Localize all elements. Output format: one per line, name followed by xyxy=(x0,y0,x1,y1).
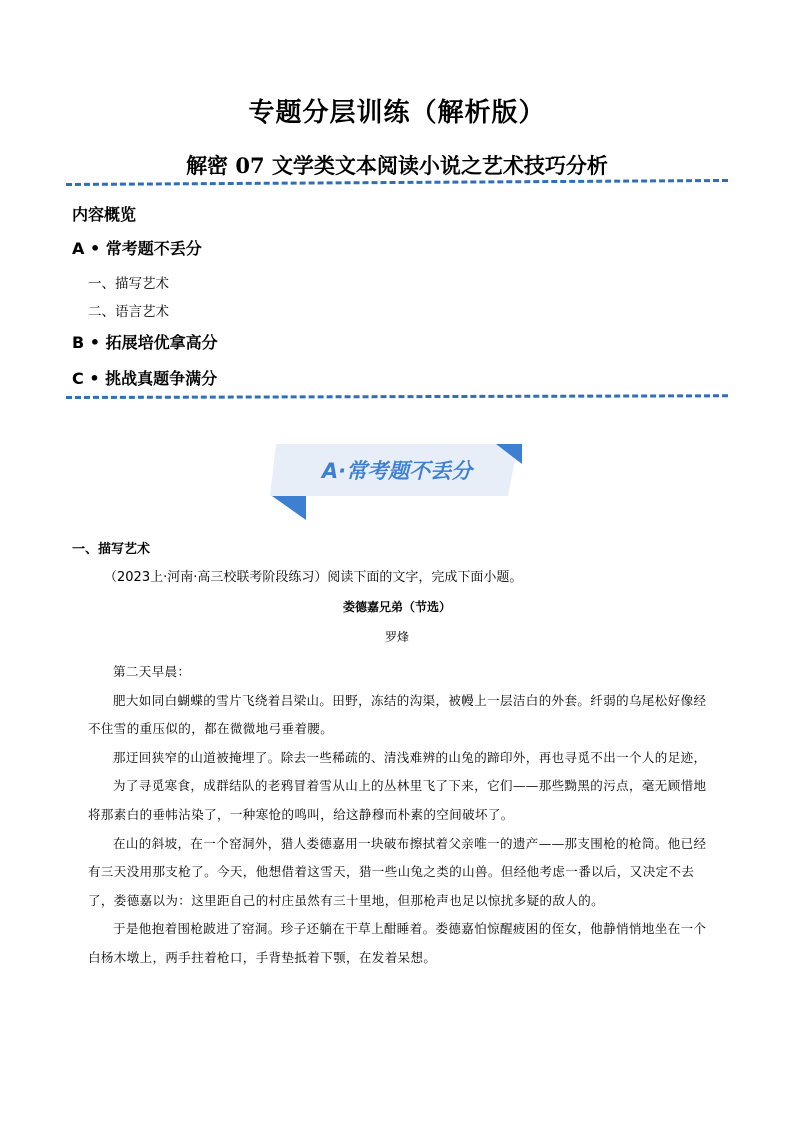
story-paragraph: 肥大如同白蝴蝶的雪片飞绕着吕梁山。田野，冻结的沟渠，被幔上一层洁白的外套。纤弱的乌尾松好像经不住雪的重压似的，都在微微地弓垂着腰。 xyxy=(88,692,707,737)
story-paragraph: 那迂回狭窄的山道被掩埋了。除去一些稀疏的、清浅难辨的山兔的蹄印外，再也寻觅不出一个人的足迹， xyxy=(113,749,707,765)
overview-item-2: 二、语言艺术 xyxy=(88,304,169,320)
story-title: 娄德嘉兄弟（节选） xyxy=(342,600,451,614)
story-body xyxy=(88,658,718,973)
story-paragraph: 第二天早晨： xyxy=(113,664,191,679)
section-banner xyxy=(270,442,524,522)
overview-heading: 内容概览 xyxy=(72,205,137,224)
divider-bottom xyxy=(66,394,728,399)
overview-section-c: C • 挑战真题争满分 xyxy=(72,369,218,388)
story-paragraph: 于是他抱着围枪跛进了窑洞。珍子还躺在干草上酣睡着。娄德嘉怕惊醒疲困的侄女，他静悄悄地坐在一个白杨木墩上，两手拄着枪口，手背垫抵着下颚，在发着呆想。 xyxy=(88,921,707,965)
banner-label: A·常考题不丢分 xyxy=(321,459,473,483)
story-paragraph: 在山的斜坡，在一个窑洞外，猎人娄德嘉用一块破布擦拭着父亲唯一的遗产——那支围枪的枪筒。他已经有三天没用那支枪了。今天，他想借着这雪天，猎一些山兔之类的山兽。但经他考虑一番以后，又决定不去了，娄德嘉以为：这里距自己的村庄虽然有三十里地，但那枪声也足以惊扰多疑的敌人的。 xyxy=(88,835,707,908)
overview-section-b: B • 拓展培优拿高分 xyxy=(72,333,218,352)
question-section-title: 一、描写艺术 xyxy=(72,542,151,557)
question-intro: （2023上·河南·高三校联考阶段练习）阅读下面的文字，完成下面小题。 xyxy=(104,570,523,585)
divider-top xyxy=(66,179,728,186)
story-author: 罗烽 xyxy=(384,630,409,644)
story-paragraph: 为了寻觅寒食，成群结队的老鸦冒着雪从山上的丛林里飞了下来，它们——那些黝黑的污点，毫无顾惜地将那素白的垂帏沾染了，一种寒怆的鸣叫，给这静穆而朴素的空间破坏了。 xyxy=(88,778,707,822)
overview-item-1: 一、描写艺术 xyxy=(88,276,169,292)
page-title: 专题分层训练（解析版） xyxy=(248,98,546,128)
page-subtitle: 解密 07 文学类文本阅读小说之艺术技巧分析 xyxy=(186,153,608,178)
overview-section-a: A • 常考题不丢分 xyxy=(72,239,202,258)
